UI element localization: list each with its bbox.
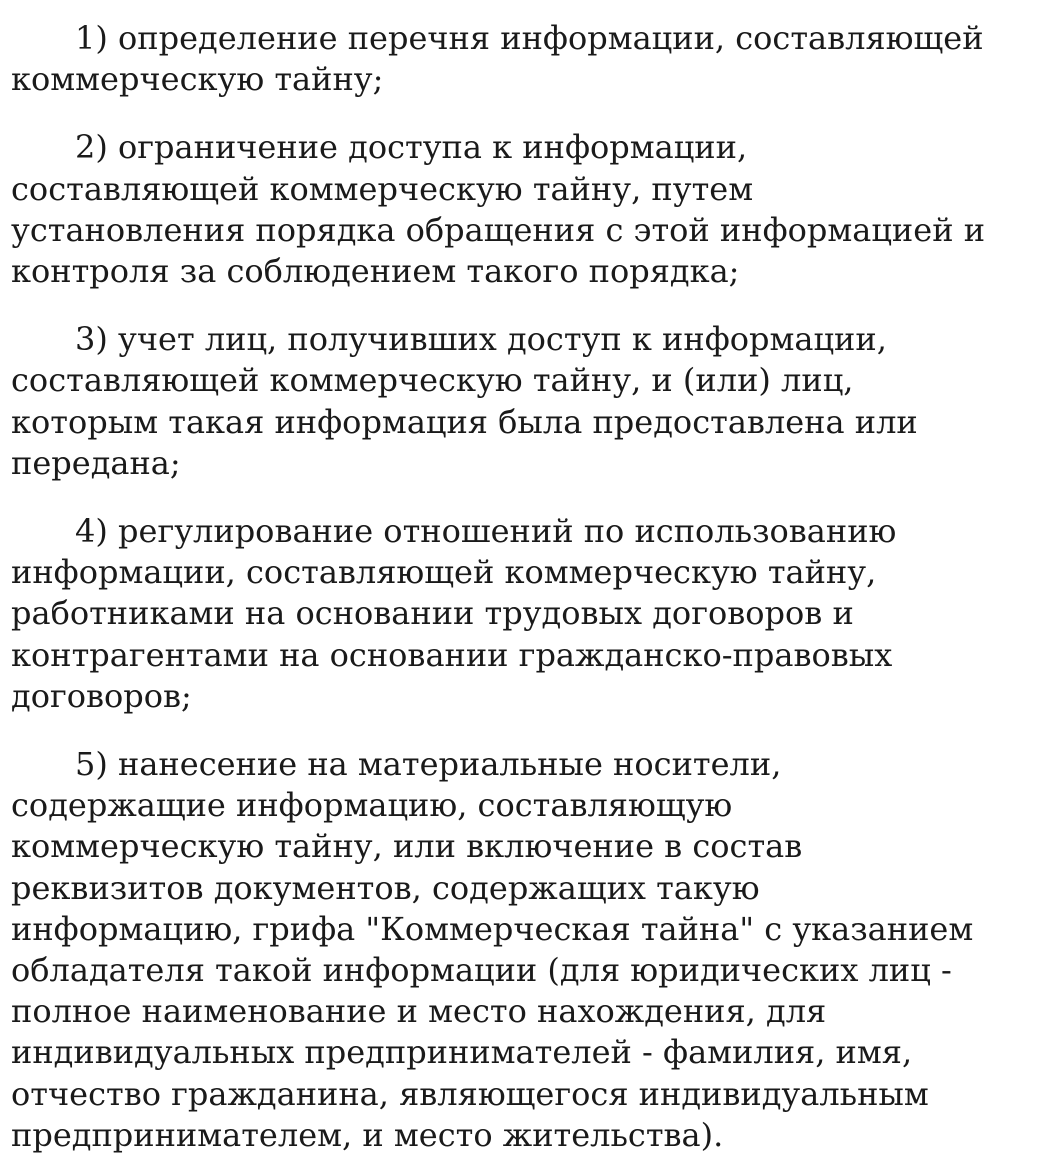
text-line: составляющей коммерческую тайну, и (или) лиц,	[11, 361, 854, 400]
list-item-paragraph	[11, 511, 1056, 717]
text-line: которым такая информация была предоставлена или	[11, 402, 918, 441]
text-line: контроля за соблюдением такого порядка;	[11, 252, 740, 291]
list-item-paragraph	[11, 127, 1056, 292]
text-line: передана;	[11, 443, 181, 482]
text-line: коммерческую тайну;	[11, 60, 384, 99]
text-line: полное наименование и место нахождения, для	[11, 992, 827, 1031]
text-line: содержащие информацию, составляющую	[11, 786, 733, 825]
text-line: договоров;	[11, 676, 192, 715]
text-line: обладателя такой информации (для юридических лиц -	[11, 951, 952, 990]
text-line: коммерческую тайну, или включение в состав	[11, 827, 803, 866]
text-line: предпринимателем, и место жительства).	[11, 1115, 724, 1154]
text-line: 5) нанесение на материальные носители,	[75, 745, 782, 784]
text-line: контрагентами на основании гражданско-правовых	[11, 635, 893, 674]
text-line: индивидуальных предпринимателей - фамилия, имя,	[11, 1033, 913, 1072]
list-item-paragraph	[11, 18, 1056, 100]
list-item-paragraph	[11, 319, 1056, 484]
text-line: отчество гражданина, являющегося индивидуальным	[11, 1074, 929, 1113]
list-item-paragraph	[11, 744, 1056, 1156]
text-line: работниками на основании трудовых договоров и	[11, 594, 854, 633]
text-line: 3) учет лиц, получивших доступ к информации,	[75, 320, 887, 359]
text-line: информацию, грифа "Коммерческая тайна" с указанием	[11, 909, 974, 948]
text-line: установления порядка обращения с этой информацией и	[11, 210, 986, 249]
text-line: 1) определение перечня информации, составляющей	[75, 19, 984, 57]
text-line: информации, составляющей коммерческую тайну,	[11, 553, 877, 592]
text-line: 2) ограничение доступа к информации,	[75, 128, 748, 167]
text-line: 4) регулирование отношений по использованию	[75, 512, 897, 551]
text-line: реквизитов документов, содержащих такую	[11, 868, 760, 907]
text-line: составляющей коммерческую тайну, путем	[11, 169, 754, 208]
